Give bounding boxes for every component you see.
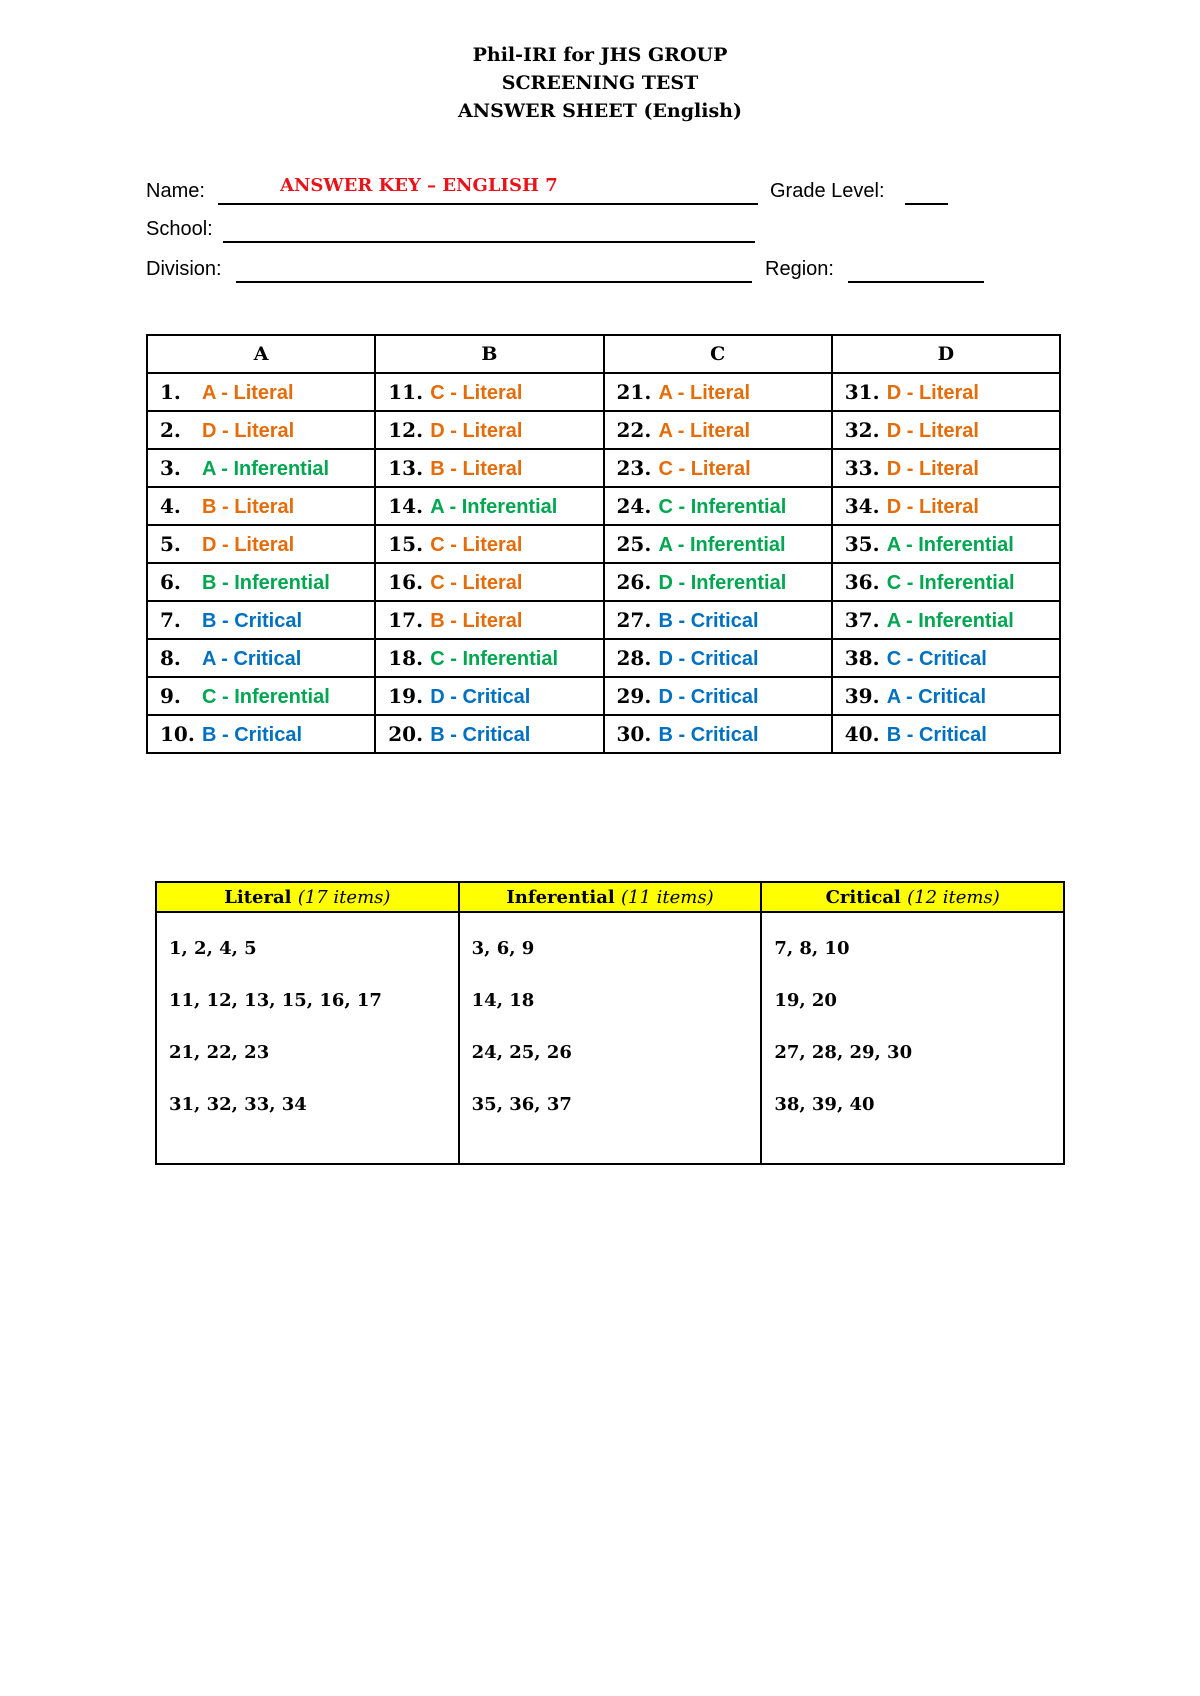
answer-row bbox=[147, 411, 1060, 449]
item-number: 10. bbox=[160, 721, 195, 746]
answer-cell bbox=[147, 411, 375, 449]
answer-literal: D - Literal bbox=[202, 533, 295, 556]
answer-cell bbox=[832, 525, 1060, 563]
item-list: 31, 32, 33, 34 bbox=[169, 1094, 307, 1115]
summary-header-literal: Literal (17 items) bbox=[156, 882, 459, 912]
item-list: 7, 8, 10 bbox=[774, 938, 850, 959]
school-label: School: bbox=[146, 218, 213, 240]
item-number: 35. bbox=[844, 531, 880, 556]
answer-cell bbox=[604, 411, 832, 449]
item-number: 36. bbox=[844, 569, 880, 594]
answer-critical: D - Critical bbox=[658, 647, 759, 670]
item-number: 26. bbox=[616, 569, 652, 594]
answer-row bbox=[147, 525, 1060, 563]
item-number: 33. bbox=[844, 455, 880, 480]
answer-cell bbox=[604, 487, 832, 525]
summary-cell-literal bbox=[156, 912, 459, 1164]
answer-critical: A - Critical bbox=[202, 647, 302, 670]
answer-row bbox=[147, 677, 1060, 715]
answer-critical: B - Critical bbox=[658, 609, 759, 632]
answer-literal: A - Literal bbox=[202, 381, 294, 404]
item-number: 27. bbox=[616, 607, 652, 632]
answer-literal: D - Literal bbox=[202, 419, 295, 442]
item-number: 8. bbox=[160, 645, 181, 670]
answer-cell bbox=[832, 601, 1060, 639]
document-sheet-title: ANSWER SHEET (English) bbox=[458, 100, 742, 122]
division-field[interactable] bbox=[236, 281, 752, 283]
item-number: 38. bbox=[844, 645, 880, 670]
answer-cell bbox=[832, 411, 1060, 449]
answer-inferential: A - Inferential bbox=[658, 533, 786, 556]
answer-inferential: A - Inferential bbox=[202, 457, 330, 480]
item-number: 40. bbox=[844, 721, 880, 746]
item-number: 9. bbox=[160, 683, 181, 708]
summary-header-inferential: Inferential (11 items) bbox=[459, 882, 762, 912]
answer-cell bbox=[832, 487, 1060, 525]
summary-cell-critical bbox=[761, 912, 1064, 1164]
item-number: 11. bbox=[388, 379, 424, 404]
answer-cell bbox=[604, 373, 832, 411]
answer-row bbox=[147, 639, 1060, 677]
answer-literal: C - Literal bbox=[658, 457, 751, 480]
region-label: Region: bbox=[765, 258, 834, 280]
answer-cell bbox=[604, 639, 832, 677]
answer-row bbox=[147, 373, 1060, 411]
answer-literal: C - Literal bbox=[430, 533, 523, 556]
answer-cell bbox=[375, 677, 603, 715]
item-number: 22. bbox=[616, 417, 652, 442]
item-number: 30. bbox=[616, 721, 652, 746]
item-number: 14. bbox=[388, 493, 424, 518]
answer-literal: C - Literal bbox=[430, 571, 523, 594]
answer-cell bbox=[604, 525, 832, 563]
item-number: 12. bbox=[388, 417, 424, 442]
item-number: 39. bbox=[844, 683, 880, 708]
answer-literal: D - Literal bbox=[886, 381, 979, 404]
answer-literal: A - Literal bbox=[658, 381, 750, 404]
answer-cell bbox=[147, 563, 375, 601]
answer-cell bbox=[375, 563, 603, 601]
item-number: 19. bbox=[388, 683, 424, 708]
item-list: 3, 6, 9 bbox=[471, 938, 535, 959]
grade-level-label: Grade Level: bbox=[770, 180, 885, 202]
item-number: 6. bbox=[160, 569, 181, 594]
answer-critical: B - Critical bbox=[202, 609, 303, 632]
answer-critical: B - Critical bbox=[430, 723, 531, 746]
answer-cell bbox=[147, 677, 375, 715]
item-number: 2. bbox=[160, 417, 181, 442]
region-field[interactable] bbox=[848, 281, 984, 283]
answer-cell bbox=[832, 373, 1060, 411]
answer-cell bbox=[147, 601, 375, 639]
item-list: 38, 39, 40 bbox=[774, 1094, 875, 1115]
answer-row bbox=[147, 563, 1060, 601]
answer-cell bbox=[604, 677, 832, 715]
answer-inferential: A - Inferential bbox=[430, 495, 558, 518]
item-list: 19, 20 bbox=[774, 990, 837, 1011]
skill-summary-table bbox=[155, 881, 1065, 1165]
answer-row bbox=[147, 449, 1060, 487]
summary-header-critical: Critical (12 items) bbox=[761, 882, 1064, 912]
answer-literal: D - Literal bbox=[886, 457, 979, 480]
summary-cell-inferential bbox=[459, 912, 762, 1164]
item-number: 25. bbox=[616, 531, 652, 556]
answer-critical: A - Critical bbox=[886, 685, 987, 708]
answer-critical: C - Critical bbox=[886, 647, 987, 670]
answer-cell bbox=[375, 449, 603, 487]
answer-inferential: A - Inferential bbox=[886, 609, 1014, 632]
item-list: 11, 12, 13, 15, 16, 17 bbox=[169, 990, 382, 1011]
name-value: ANSWER KEY – ENGLISH 7 bbox=[280, 175, 558, 196]
item-number: 16. bbox=[388, 569, 424, 594]
item-number: 7. bbox=[160, 607, 181, 632]
item-number: 4. bbox=[160, 493, 181, 518]
item-number: 34. bbox=[844, 493, 880, 518]
item-number: 20. bbox=[388, 721, 424, 746]
answer-cell bbox=[832, 639, 1060, 677]
answer-cell bbox=[147, 373, 375, 411]
answer-cell bbox=[604, 715, 832, 753]
answer-cell bbox=[604, 601, 832, 639]
item-number: 31. bbox=[844, 379, 880, 404]
grade-level-field[interactable] bbox=[905, 203, 948, 205]
item-number: 24. bbox=[616, 493, 652, 518]
item-list: 35, 36, 37 bbox=[471, 1094, 572, 1115]
answer-inferential: D - Inferential bbox=[658, 571, 787, 594]
answer-cell bbox=[375, 639, 603, 677]
answer-critical: D - Critical bbox=[658, 685, 759, 708]
item-number: 29. bbox=[616, 683, 652, 708]
answer-cell bbox=[832, 677, 1060, 715]
answer-cell bbox=[147, 487, 375, 525]
item-number: 1. bbox=[160, 379, 181, 404]
answer-literal: B - Literal bbox=[202, 495, 295, 518]
answer-literal: D - Literal bbox=[886, 419, 979, 442]
column-header: C bbox=[604, 335, 832, 373]
answer-inferential: C - Inferential bbox=[658, 495, 787, 518]
item-number: 18. bbox=[388, 645, 424, 670]
answer-cell bbox=[604, 563, 832, 601]
answer-literal: A - Literal bbox=[658, 419, 750, 442]
answer-inferential: C - Inferential bbox=[202, 685, 330, 708]
answer-row bbox=[147, 601, 1060, 639]
item-number: 37. bbox=[844, 607, 880, 632]
answer-cell bbox=[832, 563, 1060, 601]
item-list: 21, 22, 23 bbox=[169, 1042, 270, 1063]
name-label: Name: bbox=[146, 180, 205, 202]
division-label: Division: bbox=[146, 258, 222, 280]
item-number: 21. bbox=[616, 379, 652, 404]
answer-row bbox=[147, 487, 1060, 525]
item-number: 5. bbox=[160, 531, 181, 556]
answer-critical: B - Critical bbox=[202, 723, 303, 746]
item-number: 15. bbox=[388, 531, 424, 556]
item-number: 28. bbox=[616, 645, 652, 670]
item-list: 27, 28, 29, 30 bbox=[774, 1042, 913, 1063]
answer-cell bbox=[147, 639, 375, 677]
answer-critical: B - Critical bbox=[658, 723, 759, 746]
answer-literal: B - Literal bbox=[430, 457, 523, 480]
answer-inferential: C - Inferential bbox=[886, 571, 1015, 594]
answer-cell bbox=[375, 715, 603, 753]
column-header: A bbox=[147, 335, 375, 373]
answer-cell bbox=[147, 449, 375, 487]
item-number: 23. bbox=[616, 455, 652, 480]
item-list: 14, 18 bbox=[471, 990, 535, 1011]
column-header: B bbox=[375, 335, 603, 373]
document-subtitle: SCREENING TEST bbox=[501, 72, 699, 94]
answer-literal: B - Literal bbox=[430, 609, 523, 632]
answer-critical: B - Critical bbox=[886, 723, 987, 746]
answer-inferential: B - Inferential bbox=[202, 571, 330, 594]
answer-cell bbox=[375, 525, 603, 563]
answer-cell bbox=[375, 373, 603, 411]
answer-literal: D - Literal bbox=[430, 419, 523, 442]
answer-inferential: A - Inferential bbox=[886, 533, 1014, 556]
answer-cell bbox=[375, 601, 603, 639]
item-number: 17. bbox=[388, 607, 424, 632]
answer-cell bbox=[832, 449, 1060, 487]
item-number: 13. bbox=[388, 455, 424, 480]
answer-cell bbox=[375, 411, 603, 449]
document-title: Phil-IRI for JHS GROUP bbox=[472, 44, 728, 66]
answer-cell bbox=[375, 487, 603, 525]
answer-row bbox=[147, 715, 1060, 753]
name-field[interactable] bbox=[218, 203, 758, 205]
column-header: D bbox=[832, 335, 1060, 373]
answer-literal: D - Literal bbox=[886, 495, 979, 518]
answer-literal: C - Literal bbox=[430, 381, 523, 404]
school-field[interactable] bbox=[223, 241, 755, 243]
item-list: 1, 2, 4, 5 bbox=[169, 938, 257, 959]
item-list: 24, 25, 26 bbox=[471, 1042, 572, 1063]
item-number: 3. bbox=[160, 455, 181, 480]
answer-key-table bbox=[146, 334, 1061, 754]
answer-cell bbox=[604, 449, 832, 487]
item-number: 32. bbox=[844, 417, 880, 442]
answer-inferential: C - Inferential bbox=[430, 647, 559, 670]
answer-cell bbox=[147, 525, 375, 563]
answer-cell bbox=[832, 715, 1060, 753]
answer-critical: D - Critical bbox=[430, 685, 531, 708]
answer-cell bbox=[147, 715, 375, 753]
